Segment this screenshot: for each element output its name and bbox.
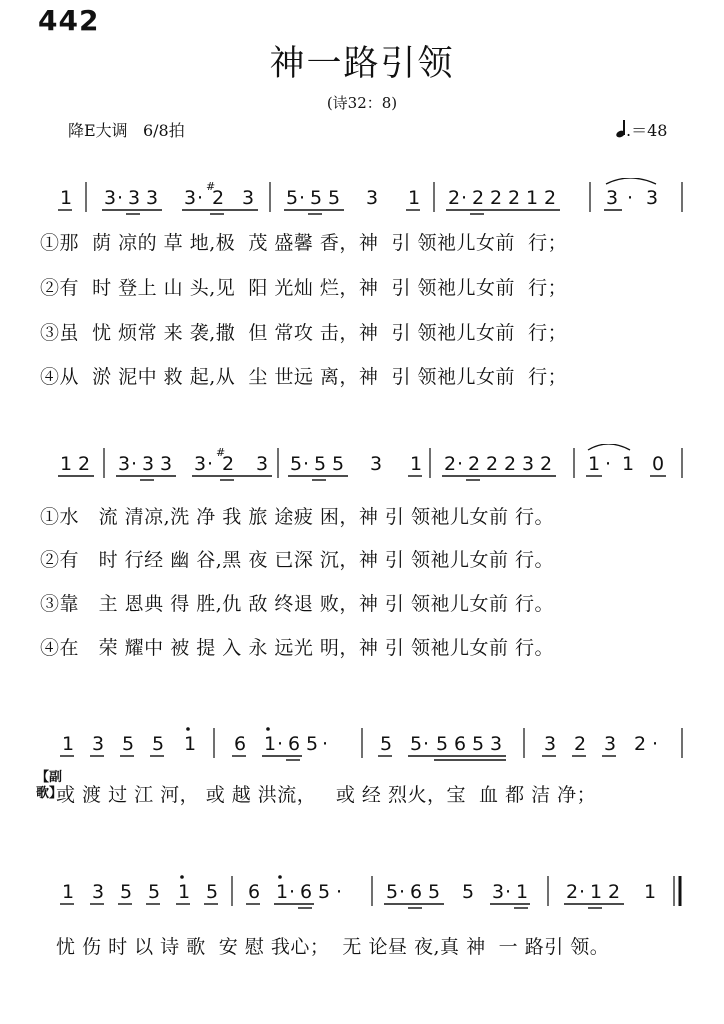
staff-2-lyric-verse-2: ②有 时 行经 幽 谷,黑 夜 已深 沉，神 引 领祂儿女前 行。 <box>40 549 555 571</box>
staff-3-notation <box>0 724 724 768</box>
svg-text:·: · <box>131 453 138 475</box>
svg-text:3: 3 <box>544 733 557 755</box>
svg-text:5: 5 <box>290 453 303 475</box>
svg-text:5: 5 <box>120 881 133 903</box>
svg-text:3: 3 <box>492 881 505 903</box>
svg-text:5: 5 <box>386 881 399 903</box>
svg-text:2: 2 <box>504 453 517 475</box>
svg-text:5: 5 <box>310 187 323 209</box>
svg-text:·: · <box>605 453 612 475</box>
chorus-lyric-line-2: 忧 伤 时 以 诗 歌 安 慰 我心； 无 论昼 夜,真 神 一 路引 领。 <box>56 936 610 958</box>
staff-2-lyric-verse-4: ④在 荣 耀中 被 提 入 永 远光 明，神 引 领祂儿女前 行。 <box>40 637 555 659</box>
svg-text:2: 2 <box>78 453 91 475</box>
svg-text:6: 6 <box>288 733 301 755</box>
svg-text:6: 6 <box>234 733 247 755</box>
key-and-meter: 降E大调 6/8拍 <box>68 121 185 140</box>
svg-text:·: · <box>336 881 343 903</box>
svg-text:·: · <box>289 881 296 903</box>
tempo-marking <box>616 118 667 141</box>
svg-text:3: 3 <box>604 733 617 755</box>
svg-text:·: · <box>207 453 214 475</box>
svg-text:3: 3 <box>370 453 383 475</box>
svg-text:3: 3 <box>184 187 197 209</box>
tempo-value: .＝48 <box>626 121 668 140</box>
quarter-note-icon <box>616 120 626 138</box>
svg-text:3: 3 <box>366 187 379 209</box>
svg-text:·: · <box>652 733 659 755</box>
svg-text:5: 5 <box>328 187 341 209</box>
svg-text:·: · <box>505 881 512 903</box>
svg-text:3: 3 <box>128 187 141 209</box>
svg-text:6: 6 <box>300 881 313 903</box>
svg-text:·: · <box>457 453 464 475</box>
svg-text:#: # <box>216 446 226 459</box>
svg-text:1: 1 <box>60 453 73 475</box>
staff-1-lyric-verse-1: ①那 荫 凉的 草 地,极 茂 盛馨 香，神 引 领祂儿女前 行； <box>40 232 568 254</box>
svg-text:5: 5 <box>206 881 219 903</box>
svg-text:·: · <box>303 453 310 475</box>
svg-text:·: · <box>299 187 306 209</box>
svg-text:3: 3 <box>92 881 105 903</box>
scripture-reference: (诗32：8) <box>326 94 398 112</box>
svg-text:3: 3 <box>242 187 255 209</box>
staff-4-notation <box>0 872 724 916</box>
svg-text:5: 5 <box>306 733 319 755</box>
svg-text:2: 2 <box>566 881 579 903</box>
svg-text:2: 2 <box>486 453 499 475</box>
svg-text:1: 1 <box>588 453 601 475</box>
svg-text:3: 3 <box>142 453 155 475</box>
svg-text:5: 5 <box>318 881 331 903</box>
staff-1-lyric-verse-4: ④从 淤 泥中 救 起,从 尘 世远 离，神 引 领祂儿女前 行； <box>40 366 568 388</box>
svg-text:2: 2 <box>212 187 225 209</box>
svg-text:1: 1 <box>264 733 277 755</box>
svg-text:3: 3 <box>490 733 503 755</box>
svg-text:5: 5 <box>410 733 423 755</box>
svg-text:2: 2 <box>444 453 457 475</box>
svg-text:1: 1 <box>408 187 421 209</box>
svg-text:5: 5 <box>148 881 161 903</box>
chorus-label: 【副歌】 <box>36 770 63 801</box>
svg-text:5: 5 <box>436 733 449 755</box>
svg-text:5: 5 <box>472 733 485 755</box>
staff-2-notation <box>0 444 724 488</box>
svg-text:1: 1 <box>62 733 75 755</box>
svg-text:2: 2 <box>490 187 503 209</box>
svg-text:3: 3 <box>522 453 535 475</box>
svg-text:3: 3 <box>194 453 207 475</box>
svg-text:5: 5 <box>428 881 441 903</box>
svg-text:·: · <box>399 881 406 903</box>
svg-text:5: 5 <box>462 881 475 903</box>
svg-text:1: 1 <box>410 453 423 475</box>
svg-text:1: 1 <box>590 881 603 903</box>
svg-text:·: · <box>197 187 204 209</box>
staff-1-notation <box>0 178 724 222</box>
svg-text:·: · <box>117 187 124 209</box>
svg-text:6: 6 <box>248 881 261 903</box>
hymn-title: 神一路引领 <box>269 44 455 84</box>
svg-text:3: 3 <box>646 187 659 209</box>
svg-text:·: · <box>579 881 586 903</box>
svg-text:0: 0 <box>652 453 665 475</box>
hymn-number: 442 <box>38 4 100 37</box>
svg-text:6: 6 <box>410 881 423 903</box>
svg-text:5: 5 <box>152 733 165 755</box>
svg-text:1: 1 <box>516 881 529 903</box>
svg-text:2: 2 <box>448 187 461 209</box>
staff-2-lyric-verse-1: ①水 流 清凉,洗 净 我 旅 途疲 困，神 引 领祂儿女前 行。 <box>40 506 555 528</box>
svg-text:3: 3 <box>256 453 269 475</box>
svg-text:1: 1 <box>62 881 75 903</box>
svg-text:3: 3 <box>92 733 105 755</box>
svg-text:6: 6 <box>454 733 467 755</box>
svg-text:1: 1 <box>276 881 289 903</box>
svg-text:·: · <box>277 733 284 755</box>
svg-text:·: · <box>461 187 468 209</box>
svg-text:·: · <box>627 187 634 209</box>
svg-text:1: 1 <box>526 187 539 209</box>
staff-3-svg <box>0 724 724 768</box>
staff-4-svg <box>0 872 724 916</box>
svg-text:1: 1 <box>622 453 635 475</box>
svg-text:2: 2 <box>468 453 481 475</box>
svg-text:·: · <box>423 733 430 755</box>
svg-text:2: 2 <box>574 733 587 755</box>
svg-text:1: 1 <box>644 881 657 903</box>
svg-text:5: 5 <box>122 733 135 755</box>
svg-text:5: 5 <box>314 453 327 475</box>
svg-text:1: 1 <box>178 881 191 903</box>
svg-text:3: 3 <box>104 187 117 209</box>
staff-2-svg <box>0 444 724 488</box>
svg-text:2: 2 <box>222 453 235 475</box>
svg-text:5: 5 <box>332 453 345 475</box>
svg-text:2: 2 <box>544 187 557 209</box>
staff-1-lyric-verse-3: ③虽 忧 烦常 来 袭,撒 但 常攻 击，神 引 领祂儿女前 行； <box>40 322 568 344</box>
svg-text:1: 1 <box>184 733 197 755</box>
svg-text:3: 3 <box>146 187 159 209</box>
svg-text:2: 2 <box>508 187 521 209</box>
staff-1-svg <box>0 178 724 222</box>
svg-text:2: 2 <box>634 733 647 755</box>
svg-text:2: 2 <box>472 187 485 209</box>
svg-text:5: 5 <box>380 733 393 755</box>
chorus-lyric-line-1: 或 渡 过 江 河， 或 越 洪流， 或 经 烈火，宝 血 都 洁 净； <box>56 784 597 806</box>
svg-text:#: # <box>206 180 216 193</box>
svg-text:·: · <box>322 733 329 755</box>
staff-1-lyric-verse-2: ②有 时 登上 山 头,见 阳 光灿 烂，神 引 领祂儿女前 行； <box>40 277 568 299</box>
svg-text:3: 3 <box>606 187 619 209</box>
svg-text:1: 1 <box>60 187 73 209</box>
svg-text:5: 5 <box>286 187 299 209</box>
svg-text:2: 2 <box>608 881 621 903</box>
svg-text:2: 2 <box>540 453 553 475</box>
svg-text:3: 3 <box>160 453 173 475</box>
svg-text:3: 3 <box>118 453 131 475</box>
staff-2-lyric-verse-3: ③靠 主 恩典 得 胜,仇 敌 终退 败，神 引 领祂儿女前 行。 <box>40 593 555 615</box>
